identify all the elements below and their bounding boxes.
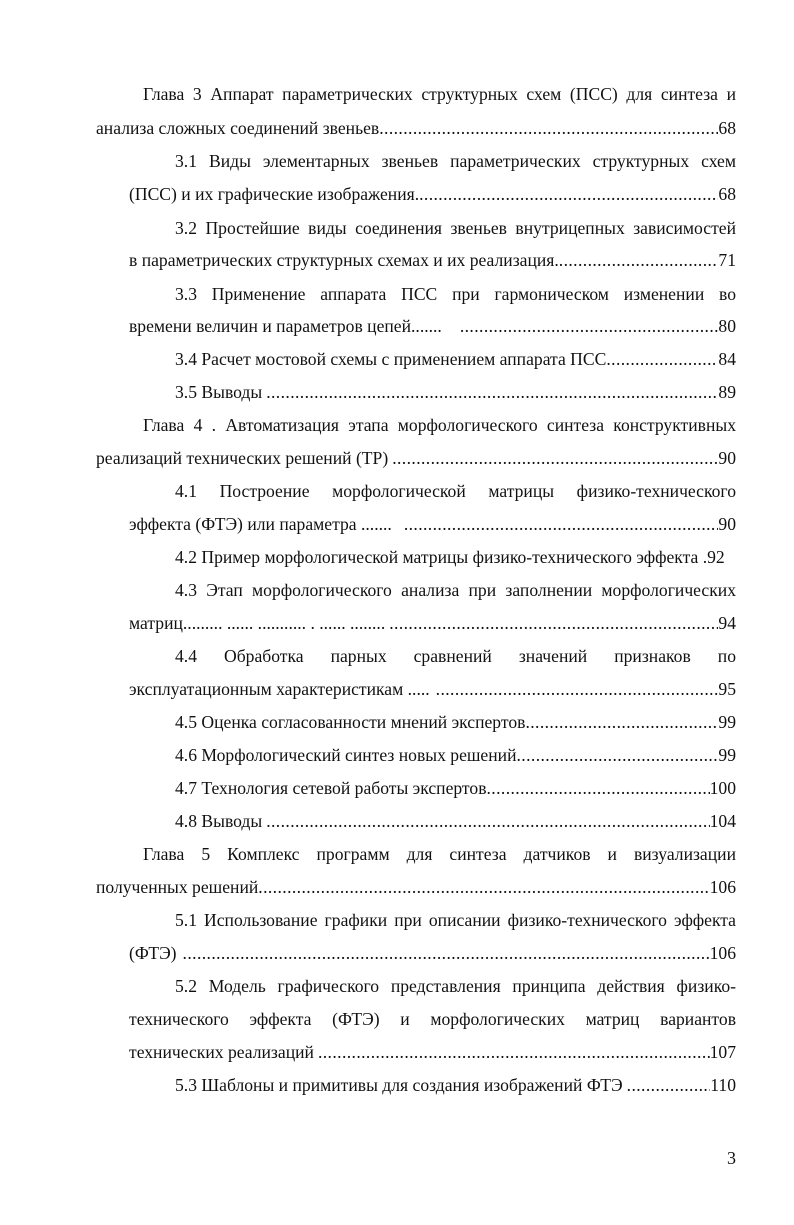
toc-s5-2-entry[interactable] bbox=[129, 1038, 736, 1066]
dot-leader bbox=[419, 180, 718, 208]
toc-entry-title: 4.8 Выводы bbox=[175, 811, 263, 831]
dot-leader bbox=[392, 444, 718, 472]
toc-s4-3-lead: 4.3 Этап морфологического анализа при заполнении морфологических bbox=[175, 580, 736, 600]
dot-leader bbox=[389, 609, 718, 637]
dot-leader bbox=[559, 246, 719, 274]
toc-entry-page: 100 bbox=[709, 778, 736, 798]
toc-s3-4-entry[interactable] bbox=[175, 345, 736, 373]
toc-s5-3-entry[interactable] bbox=[175, 1071, 736, 1099]
dot-leader bbox=[318, 1038, 710, 1066]
toc-s3-5-entry[interactable] bbox=[175, 378, 736, 406]
toc-s4-1-entry[interactable] bbox=[129, 510, 736, 538]
dot-leader bbox=[525, 708, 718, 736]
dot-leader bbox=[460, 312, 719, 340]
toc-ch3-lead: Глава 3 Аппарат параметрических структурных схем (ПСС) для синтеза и bbox=[143, 84, 736, 104]
toc-s5-1-lead: 5.1 Использование графики при описании физико-технического эффекта bbox=[175, 910, 736, 930]
toc-entry-page: 99 bbox=[718, 712, 736, 732]
toc-entry-page: 90 bbox=[718, 514, 736, 534]
dot-leader bbox=[183, 939, 710, 967]
toc-s5-1-entry[interactable] bbox=[129, 939, 736, 967]
toc-entry-title: технических реализаций bbox=[129, 1042, 314, 1062]
toc-s4-4-entry[interactable] bbox=[129, 675, 736, 703]
toc-s4-3-entry[interactable] bbox=[129, 609, 736, 637]
toc-entry-title: 4.7 Технология сетевой работы экспертов bbox=[175, 778, 487, 798]
toc-entry-title: 5.3 Шаблоны и примитивы для создания изображений ФТЭ bbox=[175, 1075, 623, 1095]
toc-s3-2-entry[interactable] bbox=[129, 246, 736, 274]
toc-s4-2-entry[interactable]: 4.2 Пример морфологической матрицы физико-технического эффекта .92 bbox=[175, 547, 725, 567]
toc-ch5-lead: Глава 5 Комплекс программ для синтеза датчиков и визуализации bbox=[143, 844, 736, 864]
toc-entry-page: 99 bbox=[718, 745, 736, 765]
dot-leader bbox=[266, 378, 718, 406]
toc-s5-2-mid: технического эффекта (ФТЭ) и морфологических матриц вариантов bbox=[129, 1009, 736, 1029]
toc-entry-title: реализаций технических решений (ТР) bbox=[96, 448, 389, 468]
toc-s3-3-lead: 3.3 Применение аппарата ПСС при гармоническом изменении во bbox=[175, 284, 736, 304]
toc-entry-title: в параметрических структурных схемах и их реализация. bbox=[129, 250, 559, 270]
toc-entry-page: 106 bbox=[709, 943, 736, 963]
toc-entry-title: анализа сложных соединений звеньев bbox=[96, 118, 380, 138]
toc-entry-title: времени величин и параметров цепей....... bbox=[129, 316, 442, 336]
toc-entry-page: 68 bbox=[718, 184, 736, 204]
toc-entry-page: 106 bbox=[709, 877, 736, 897]
dot-leader bbox=[379, 114, 718, 142]
toc-entry-page: 90 bbox=[718, 448, 736, 468]
toc-ch4-lead: Глава 4 . Автоматизация этапа морфологического синтеза конструктивных bbox=[143, 415, 736, 435]
toc-entry-title: 3.5 Выводы bbox=[175, 382, 263, 402]
toc-entry-title: 4.5 Оценка согласованности мнений экспертов bbox=[175, 712, 526, 732]
toc-entry-page: 104 bbox=[709, 811, 736, 831]
toc-s4-7-entry[interactable] bbox=[175, 774, 736, 802]
toc-entry-page: 80 bbox=[718, 316, 736, 336]
dot-leader bbox=[487, 774, 710, 802]
toc-entry-page: 84 bbox=[718, 349, 736, 369]
toc-entry-title: матриц......... ...... ........... . ...... ........ bbox=[129, 613, 386, 633]
toc-ch4-entry[interactable] bbox=[96, 444, 736, 472]
toc-entry-page: 107 bbox=[709, 1042, 736, 1062]
toc-entry-page: 89 bbox=[718, 382, 736, 402]
page-number: 3 bbox=[727, 1148, 736, 1168]
toc-s4-4-lead: 4.4 Обработка парных сравнений значений признаков по bbox=[175, 646, 736, 666]
toc-s3-1-entry[interactable] bbox=[129, 180, 736, 208]
toc-entry-title: (ФТЭ) bbox=[129, 943, 177, 963]
dot-leader bbox=[404, 510, 719, 538]
dot-leader bbox=[436, 675, 719, 703]
toc-s4-6-entry[interactable] bbox=[175, 741, 736, 769]
toc-s4-5-entry[interactable] bbox=[175, 708, 736, 736]
toc-entry-title: эффекта (ФТЭ) или параметра ....... bbox=[129, 514, 392, 534]
toc-entry-page: 95 bbox=[718, 679, 736, 699]
toc-s3-3-entry[interactable] bbox=[129, 312, 736, 340]
dot-leader bbox=[627, 1071, 711, 1099]
toc-s3-1-lead: 3.1 Виды элементарных звеньев параметрических структурных схем bbox=[175, 151, 736, 171]
toc-entry-title: эксплуатационным характеристикам ..... bbox=[129, 679, 430, 699]
dot-leader bbox=[258, 873, 709, 901]
toc-ch5-entry[interactable] bbox=[96, 873, 736, 901]
toc-s4-8-entry[interactable] bbox=[175, 807, 736, 835]
toc-entry-title: (ПСС) и их графические изображения. bbox=[129, 184, 420, 204]
toc-entry-page: 110 bbox=[710, 1075, 736, 1095]
toc-s3-2-lead: 3.2 Простейшие виды соединения звеньев внутрицепных зависимостей bbox=[175, 218, 736, 238]
toc-entry-title: 3.4 Расчет мостовой схемы с применением аппарата ПСС bbox=[175, 349, 607, 369]
dot-leader bbox=[517, 741, 719, 769]
dot-leader bbox=[606, 345, 718, 373]
toc-entry-page: 71 bbox=[718, 250, 736, 270]
toc-ch3-entry[interactable] bbox=[96, 114, 736, 142]
toc-s5-2-lead: 5.2 Модель графического представления принципа действия физико- bbox=[175, 976, 736, 996]
toc-entry-title: 4.6 Морфологический синтез новых решений bbox=[175, 745, 517, 765]
toc-entry-title: полученных решений bbox=[96, 877, 259, 897]
toc-entry-page: 94 bbox=[718, 613, 736, 633]
dot-leader bbox=[266, 807, 709, 835]
toc-entry-page: 68 bbox=[718, 118, 736, 138]
toc-s4-1-lead: 4.1 Построение морфологической матрицы физико-технического bbox=[175, 481, 736, 501]
